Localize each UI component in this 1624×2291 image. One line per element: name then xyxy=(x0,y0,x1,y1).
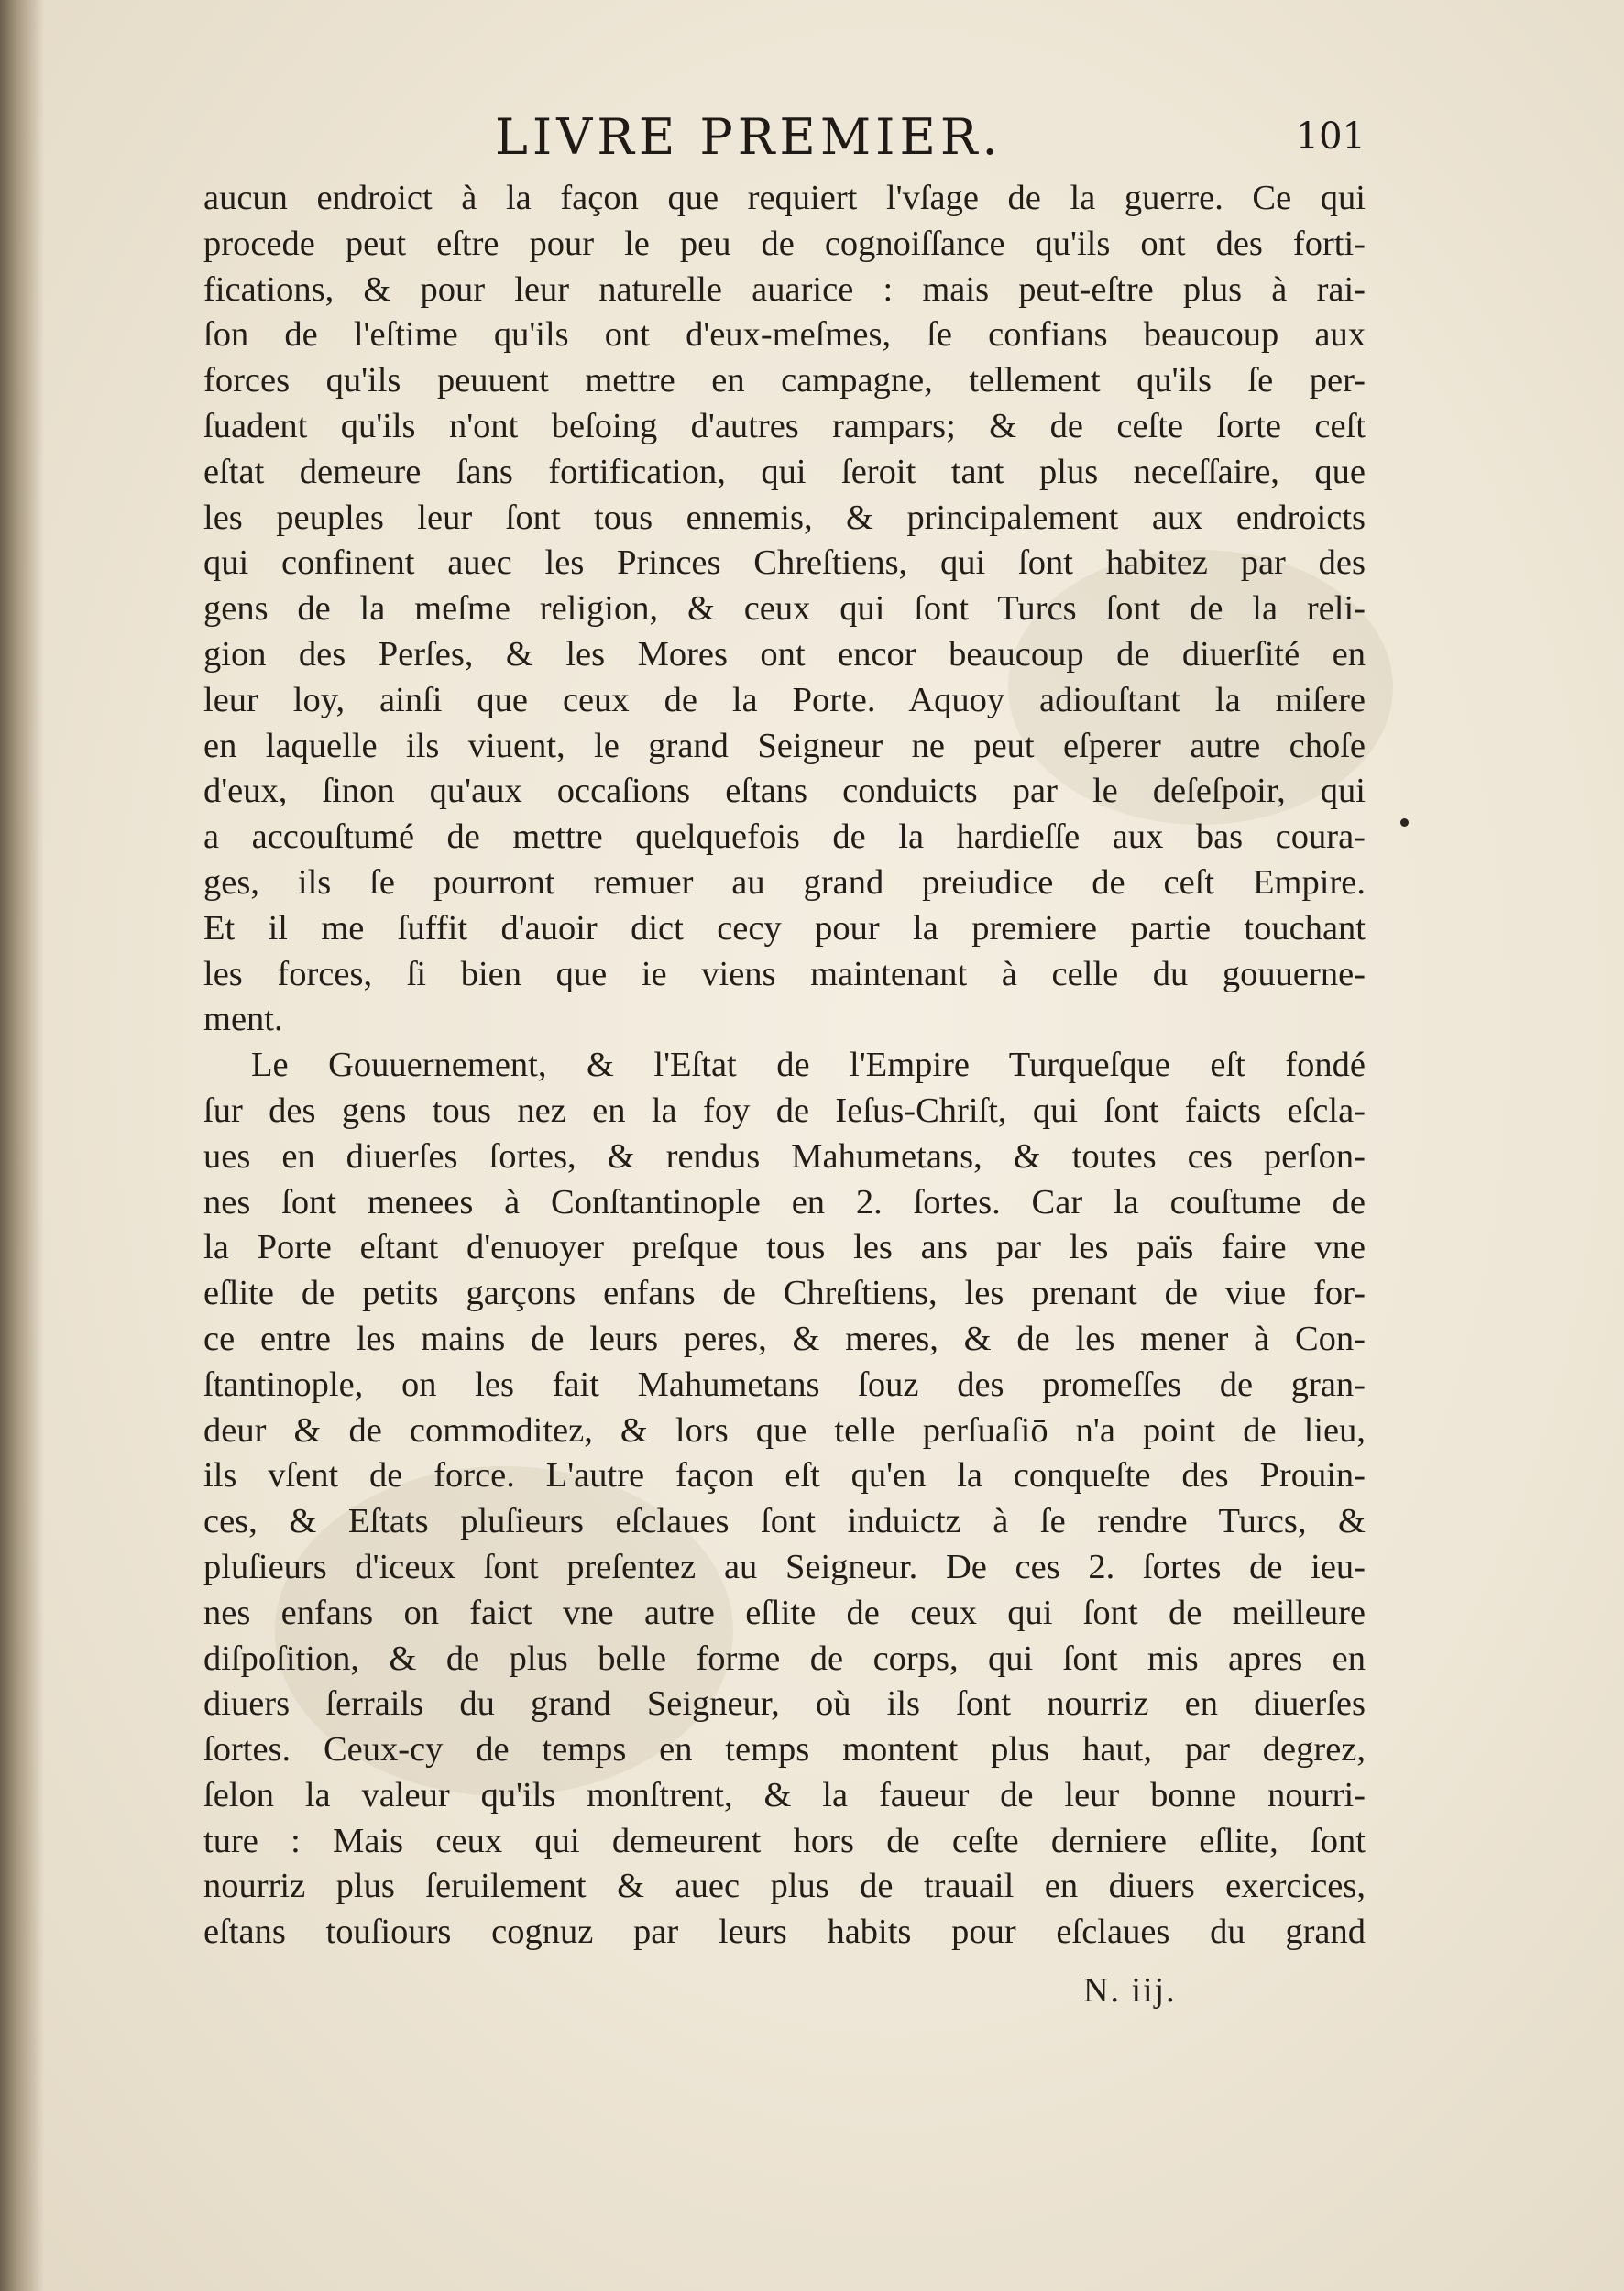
page-number: 101 xyxy=(1295,115,1366,158)
text-line: eſtat demeure ſans fortification, qui ſeroit tant plus neceſſaire, que xyxy=(203,452,1366,491)
text-line: procede peut eſtre pour le peu de cognoiſſance qu'ils ont des forti- xyxy=(203,224,1366,263)
text-line: ues en diuerſes ſortes, & rendus Mahumetans, & toutes ces perſon- xyxy=(203,1136,1366,1176)
text-line: nourriz plus ſeruilement & auec plus de trauail en diuers exercices, xyxy=(203,1867,1366,1906)
text-line: ſortes. Ceux-cy de temps en temps montent plus haut, par degrez, xyxy=(203,1730,1366,1770)
text-line: eſtans touſiours cognuz par leurs habits pour eſclaues du grand xyxy=(203,1913,1366,1952)
text-line: ges, ils ſe pourront remuer au grand preiudice de ceſt Empire. xyxy=(203,862,1366,902)
text-line: ture : Mais ceux qui demeurent hors de ceſte derniere eſlite, ſont xyxy=(203,1821,1366,1860)
running-title: LIVRE PREMIER. xyxy=(495,108,1003,166)
text-line: diſpoſition, & de plus belle forme de corps, qui ſont mis apres en xyxy=(203,1639,1366,1678)
text-line: d'eux, ſinon qu'aux occaſions eſtans conduicts par le deſeſpoir, qui xyxy=(203,772,1366,811)
text-line: pluſieurs d'iceux ſont preſentez au Seigneur. De ces 2. ſortes de ieu- xyxy=(203,1547,1366,1586)
paragraph-start-line: Le Gouuernement, & l'Eſtat de l'Empire Turqueſque eſt fondé xyxy=(251,1046,1366,1085)
text-line: les peuples leur ſont tous ennemis, & principalement aux endroicts xyxy=(203,498,1366,537)
text-line: ſelon la valeur qu'ils monſtrent, & la faueur de leur bonne nourri- xyxy=(203,1775,1366,1814)
text-line: deur & de commoditez, & lors que telle perſuaſiō n'a point de lieu, xyxy=(203,1410,1366,1450)
binding-shadow xyxy=(0,0,44,2291)
text-line: forces qu'ils peuuent mettre en campagne, tellement qu'ils ſe per- xyxy=(203,361,1366,400)
text-line: fications, & pour leur naturelle auarice : mais peut-eſtre plus à rai- xyxy=(203,269,1366,309)
text-line: en laquelle ils viuent, le grand Seigneur ne peut eſperer autre choſe xyxy=(203,726,1366,765)
text-line: ſuadent qu'ils n'ont beſoing d'autres rampars; & de ceſte ſorte ceſt xyxy=(203,406,1366,445)
signature-mark: N. iij. xyxy=(1083,1971,1177,2010)
margin-dot xyxy=(1400,818,1409,827)
text-line: ils vſent de force. L'autre façon eſt qu'en la conqueſte des Prouin- xyxy=(203,1456,1366,1496)
text-line: ſtantinople, on les fait Mahumetans ſouz des promeſſes de gran- xyxy=(203,1365,1366,1404)
text-line: leur loy, ainſi que ceux de la Porte. Aquoy adiouſtant la miſere xyxy=(203,680,1366,719)
text-line: ces, & Eſtats pluſieurs eſclaues ſont induictz à ſe rendre Turcs, & xyxy=(203,1502,1366,1541)
text-line: gens de la meſme religion, & ceux qui ſont Turcs ſont de la reli- xyxy=(203,589,1366,629)
text-line: aucun endroict à la façon que requiert l'vſage de la guerre. Ce qui xyxy=(203,179,1366,217)
text-line: diuers ſerrails du grand Seigneur, où ils ſont nourriz en diuerſes xyxy=(203,1684,1366,1724)
text-line: nes enfans on faict vne autre eſlite de ceux qui ſont de meilleure xyxy=(203,1593,1366,1632)
body-text xyxy=(203,176,1366,1956)
text-line: ment. xyxy=(203,1000,283,1039)
page-footer xyxy=(203,1970,1366,2025)
text-line: ce entre les mains de leurs peres, & meres, & de les mener à Con- xyxy=(203,1319,1366,1358)
text-line: a accouſtumé de mettre quelquefois de la hardieſſe aux bas coura- xyxy=(203,817,1366,857)
text-line: les forces, ſi bien que ie viens maintenant à celle du gouuerne- xyxy=(203,954,1366,993)
text-line: nes ſont menees à Conſtantinople en 2. ſortes. Car la couſtume de xyxy=(203,1182,1366,1222)
text-line: la Porte eſtant d'enuoyer preſque tous les ans par les païs faire vne xyxy=(203,1228,1366,1267)
page-header xyxy=(202,108,1366,172)
text-line: eſlite de petits garçons enfans de Chreſtiens, les prenant de viue for- xyxy=(203,1274,1366,1313)
text-line: qui confinent auec les Princes Chreſtiens, qui ſont habitez par des xyxy=(203,543,1366,583)
text-line: ſon de l'eſtime qu'ils ont d'eux-meſmes, ſe confians beaucoup aux xyxy=(203,315,1366,355)
text-line: Et il me ſuffit d'auoir dict cecy pour la premiere partie touchant xyxy=(203,908,1366,948)
text-line: ſur des gens tous nez en la foy de Ieſus-Chriſt, qui ſont faicts eſcla- xyxy=(203,1091,1366,1130)
text-line: gion des Perſes, & les Mores ont encor beaucoup de diuerſité en xyxy=(203,634,1366,674)
